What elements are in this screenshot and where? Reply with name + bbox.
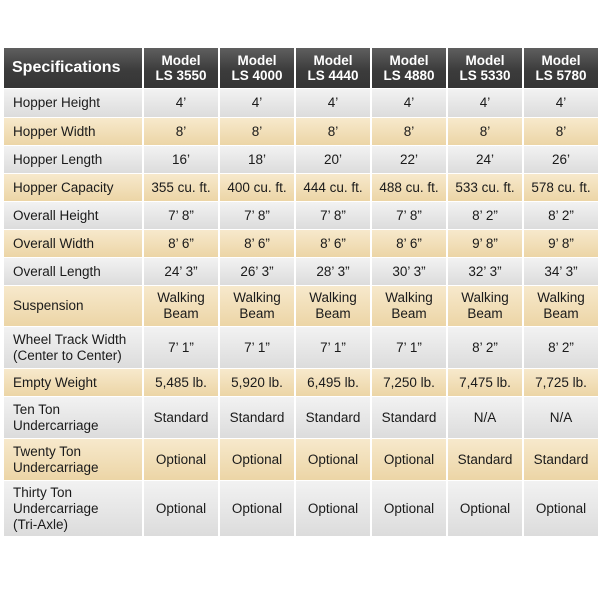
spec-value [144,439,218,480]
spec-value [372,327,446,368]
spec-value-line: 355 cu. ft. [151,179,211,195]
spec-value-line: 8’ 6” [168,235,194,251]
spec-value-line: 7’ 1” [168,339,194,355]
spec-row [4,89,598,117]
spec-value [296,230,370,257]
model-word: Model [389,53,429,68]
spec-value [220,118,294,145]
spec-value-line: 4’ [555,95,567,110]
spec-value-line: Beam [467,306,503,321]
spec-value [220,397,294,438]
spec-value-line: 533 cu. ft. [455,179,515,195]
spec-value-line: 26’ [551,151,570,167]
spec-value [220,439,294,480]
spec-value [220,258,294,285]
spec-value-line: Optional [231,500,283,516]
spec-value [144,481,218,536]
spec-label [4,202,142,229]
spec-value-line: 24’ 3” [164,263,198,279]
spec-value [448,481,522,536]
spec-label [4,481,142,536]
spec-value [524,258,598,285]
spec-value [296,481,370,536]
spec-value-line: 8’ 2” [472,207,498,223]
spec-value-line: 7’ 8” [320,207,346,223]
spec-value [144,397,218,438]
spec-value-line: 28’ 3” [316,263,350,279]
spec-value [220,230,294,257]
spec-value [296,174,370,201]
spec-value-line: 9’ 8” [548,235,574,251]
spec-value-line: Standard [457,451,513,467]
spec-value-line: Standard [381,409,437,425]
spec-row [4,174,598,201]
spec-row [4,439,598,480]
spec-value-line: Optional [155,500,207,516]
spec-value [524,286,598,326]
spec-value [296,286,370,326]
model-number: LS 4880 [383,68,435,83]
spec-value [296,397,370,438]
spec-label-line: Overall Length [13,263,101,279]
spec-label [4,174,142,201]
spec-value [296,258,370,285]
spec-value-line: 16’ [171,151,190,167]
spec-label-line: Empty Weight [13,374,97,390]
spec-value [144,230,218,257]
spec-value [372,230,446,257]
spec-value-line: Optional [307,451,359,467]
spec-row [4,327,598,368]
spec-value-line: Beam [239,306,275,321]
spec-value [372,397,446,438]
spec-value [144,369,218,396]
model-number: LS 3550 [155,68,207,83]
spec-value-line: 4’ [327,95,339,110]
spec-value-line: Beam [391,306,427,321]
spec-value-line: 4’ [175,95,187,110]
spec-value-line: Walking [233,290,281,305]
spec-row [4,397,598,438]
spec-value [524,439,598,480]
spec-value [372,439,446,480]
spec-value [524,369,598,396]
model-word: Model [465,53,505,68]
spec-value-line: Beam [163,306,199,321]
spec-value [524,327,598,368]
spec-value [220,174,294,201]
spec-value-line: Beam [543,306,579,321]
spec-value-line: Optional [307,500,359,516]
spec-value-line: Walking [385,290,433,305]
header-model-ls4440 [296,48,370,88]
spec-label-line: Hopper Capacity [13,179,114,195]
spec-value-line: 7’ 1” [320,339,346,355]
spec-value [448,286,522,326]
spec-value [372,174,446,201]
spec-label-line: Undercarriage [13,500,99,516]
spec-value [524,174,598,201]
spec-label-line: (Center to Center) [13,347,122,363]
spec-value [372,481,446,536]
spec-label-line: Overall Height [13,207,99,223]
spec-value-line: 5,920 lb. [231,374,283,390]
spec-value [296,327,370,368]
spec-value-line: Standard [229,409,285,425]
spec-value [144,146,218,173]
spec-value [524,118,598,145]
model-word: Model [237,53,277,68]
spec-value-line: Optional [231,451,283,467]
spec-value-line: 7’ 1” [396,339,422,355]
spec-value-line: 7’ 1” [244,339,270,355]
spec-label [4,258,142,285]
spec-value [144,327,218,368]
header-model-ls5780 [524,48,598,88]
spec-value [524,202,598,229]
header-model-ls5330 [448,48,522,88]
spec-label [4,118,142,145]
spec-value-line: 34’ 3” [544,263,578,279]
spec-row [4,286,598,326]
header-model-ls3550 [144,48,218,88]
spec-label [4,146,142,173]
specifications-body [4,89,598,536]
spec-row [4,258,598,285]
spec-value-line: 8’ 2” [548,207,574,223]
spec-value-line: Walking [157,290,205,305]
spec-label [4,397,142,438]
spec-value-line: 20’ [323,151,342,167]
spec-value [524,481,598,536]
spec-row [4,481,598,536]
spec-value-line: Optional [383,500,435,516]
spec-label-line: Undercarriage [13,459,99,475]
spec-value-line: 8’ [479,123,491,139]
spec-value-line: 4’ [403,95,415,110]
model-word: Model [541,53,581,68]
spec-value [448,397,522,438]
spec-value [448,327,522,368]
spec-value-line: 8’ [327,123,339,139]
spec-value [220,286,294,326]
spec-label-line: Suspension [13,298,84,313]
spec-label [4,286,142,326]
spec-value [220,89,294,117]
spec-value [524,89,598,117]
model-number: LS 4000 [231,68,283,83]
header-row [4,48,598,88]
spec-value [372,89,446,117]
spec-label [4,439,142,480]
spec-label-line: (Tri-Axle) [13,516,68,532]
spec-value [372,369,446,396]
spec-value [448,89,522,117]
spec-value-line: 24’ [475,151,494,167]
spec-value-line: 8’ 6” [320,235,346,251]
spec-value-line: 5,485 lb. [155,374,207,390]
spec-value [144,258,218,285]
spec-value-line: 18’ [247,151,266,167]
spec-value [144,202,218,229]
spec-value-line: Walking [461,290,509,305]
spec-value [296,202,370,229]
header-model-ls4000 [220,48,294,88]
spec-value-line: 400 cu. ft. [227,179,287,195]
specifications-table [2,47,600,537]
spec-value [372,146,446,173]
spec-label-line: Twenty Ton [13,443,82,459]
spec-value-line: 7,250 lb. [383,374,435,390]
spec-value-line: 488 cu. ft. [379,179,439,195]
model-word: Model [313,53,353,68]
spec-row [4,146,598,173]
spec-value-line: Optional [383,451,435,467]
spec-value-line: 4’ [251,95,263,110]
spec-row [4,230,598,257]
model-word: Model [161,53,201,68]
spec-value-line: 8’ [555,123,567,139]
spec-label-line: Ten Ton [13,401,61,417]
spec-row [4,202,598,229]
spec-value-line: 578 cu. ft. [531,179,591,195]
spec-value [296,439,370,480]
spec-label [4,369,142,396]
spec-label-line: Hopper Height [13,95,101,110]
spec-value [220,146,294,173]
spec-value-line: 6,495 lb. [307,374,359,390]
spec-row [4,369,598,396]
spec-value-line: Optional [459,500,511,516]
spec-value-line: 444 cu. ft. [303,179,363,195]
spec-value-line: Optional [155,451,207,467]
spec-value [448,174,522,201]
spec-value-line: 8’ 6” [244,235,270,251]
spec-value [220,481,294,536]
header-model-ls4880 [372,48,446,88]
spec-value [296,89,370,117]
spec-value-line: 8’ [251,123,263,139]
spec-value-line: 7,725 lb. [535,374,587,390]
spec-value [144,174,218,201]
spec-value-line: 4’ [479,95,491,110]
spec-value [524,146,598,173]
spec-value [296,146,370,173]
spec-value-line: N/A [549,409,573,425]
spec-value-line: 8’ 2” [548,339,574,355]
spec-value [372,118,446,145]
model-number: LS 5330 [459,68,511,83]
spec-value-line: 9’ 8” [472,235,498,251]
spec-value-line: Optional [535,500,587,516]
spec-label-line: Overall Width [13,235,95,251]
spec-row [4,118,598,145]
spec-value [144,286,218,326]
spec-value-line: 26’ 3” [240,263,274,279]
spec-value-line: Walking [309,290,357,305]
spec-value-line: 8’ 2” [472,339,498,355]
spec-value [220,202,294,229]
spec-value [296,369,370,396]
header-title: Specifications [4,48,142,88]
spec-value [524,397,598,438]
spec-value-line: 7,475 lb. [459,374,511,390]
spec-value [448,258,522,285]
spec-value [524,230,598,257]
spec-label-line: Hopper Width [13,123,96,139]
model-number: LS 5780 [535,68,587,83]
spec-value [220,327,294,368]
spec-value-line: Standard [305,409,361,425]
spec-label [4,230,142,257]
spec-value-line: 7’ 8” [396,207,422,223]
spec-value [448,439,522,480]
spec-value [220,369,294,396]
spec-value [372,258,446,285]
spec-label [4,327,142,368]
spec-value [448,230,522,257]
spec-value [372,286,446,326]
spec-value-line: Beam [315,306,351,321]
spec-value [372,202,446,229]
spec-value-line: 22’ [399,151,418,167]
spec-label-line: Wheel Track Width [13,331,127,347]
spec-value-line: 8’ 6” [396,235,422,251]
spec-value-line: Standard [533,451,589,467]
spec-value [448,146,522,173]
spec-value-line: Walking [537,290,585,305]
spec-value [448,202,522,229]
spec-value-line: Standard [153,409,209,425]
spec-value-line: 30’ 3” [392,263,426,279]
spec-value-line: 8’ [175,123,187,139]
spec-value [448,118,522,145]
spec-value [448,369,522,396]
model-number: LS 4440 [307,68,359,83]
spec-label-line: Thirty Ton [13,484,73,500]
spec-value-line: 7’ 8” [168,207,194,223]
spec-value [144,89,218,117]
spec-value [144,118,218,145]
spec-value-line: 8’ [403,123,415,139]
spec-label-line: Hopper Length [13,151,103,167]
spec-value-line: N/A [473,409,497,425]
spec-label-line: Undercarriage [13,417,99,433]
spec-value [296,118,370,145]
spec-label [4,89,142,117]
spec-value-line: 7’ 8” [244,207,270,223]
spec-value-line: 32’ 3” [468,263,502,279]
